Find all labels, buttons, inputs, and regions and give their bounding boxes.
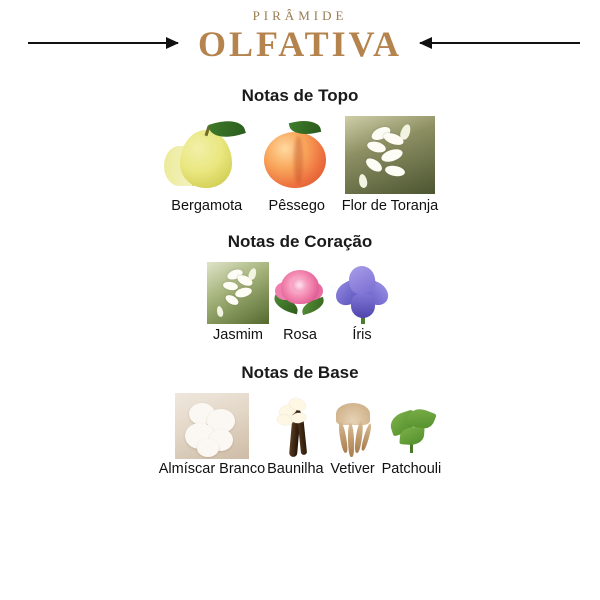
grapefruit-blossom-image (345, 116, 435, 194)
note-label: Íris (352, 327, 372, 343)
notes-row-heart (0, 262, 600, 343)
note-label: Almíscar Branco (158, 461, 266, 477)
section-base-notes (0, 363, 600, 477)
note-item (342, 116, 438, 214)
section-title-top: Notas de Topo (241, 86, 359, 105)
note-label: Baunilha (267, 461, 324, 477)
note-label: Vetiver (330, 461, 375, 477)
iris-flower-image (331, 262, 393, 324)
bergamot-fruit-image (162, 116, 252, 194)
note-item (252, 116, 342, 214)
white-musk-image (175, 393, 249, 459)
note-item (331, 262, 393, 343)
note-item (326, 399, 380, 477)
note-item (159, 393, 265, 477)
peach-fruit-image (252, 116, 342, 194)
rose-flower-image (269, 262, 331, 324)
section-top-notes (0, 86, 600, 214)
note-item (382, 401, 442, 477)
page-title: OLFATIVA (197, 24, 403, 64)
vetiver-root-image (326, 399, 380, 459)
note-item (207, 262, 269, 343)
section-title-heart: Notas de Coração (227, 232, 373, 251)
note-item (267, 393, 323, 477)
note-label: Bergamota (171, 198, 243, 214)
note-label: Jasmim (213, 327, 263, 343)
notes-row-base (0, 393, 600, 477)
page-kicker: PIRÂMIDE (252, 8, 348, 23)
note-label: Pêssego (268, 198, 325, 214)
section-heart-notes (0, 232, 600, 343)
patchouli-leaf-image (384, 401, 438, 459)
note-label: Flor de Toranja (341, 198, 439, 214)
note-item (269, 262, 331, 343)
note-item (162, 116, 252, 214)
vanilla-pod-image (271, 393, 319, 459)
jasmine-flower-image (207, 262, 269, 324)
note-label: Rosa (283, 327, 317, 343)
notes-row-top (0, 116, 600, 214)
title-block (0, 8, 600, 64)
section-title-base: Notas de Base (241, 363, 359, 382)
page-header (0, 0, 600, 86)
note-label: Patchouli (381, 461, 442, 477)
